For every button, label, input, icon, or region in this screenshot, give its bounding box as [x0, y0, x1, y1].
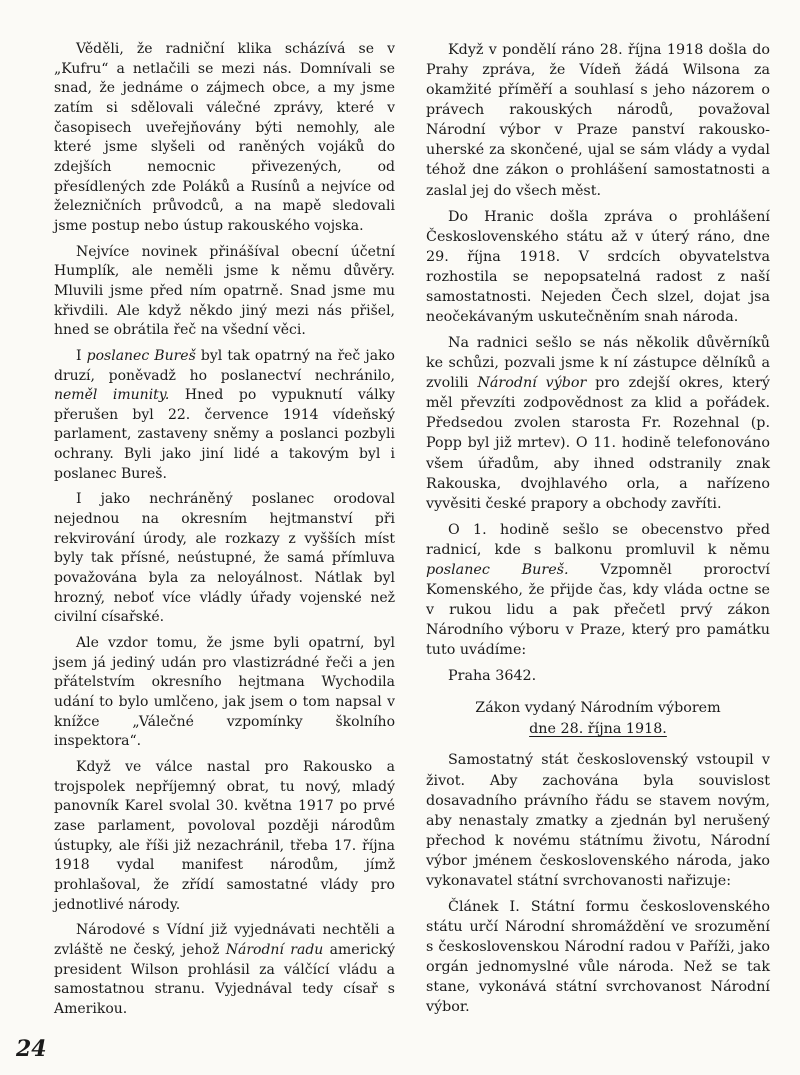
- paragraph: [54, 921, 395, 1019]
- emphasis: Národní radu: [225, 941, 324, 958]
- paragraph: Do Hranic došla zpráva o prohlášení Československého státu až v úterý ráno, dne 29. října 1918. V srdcích obyvatelstva rozhostila se nepopsatelná radost z naší samostatnosti. Nejeden Čech slzel, dojat jsa neočekávaným uskutečněním snah národa.: [426, 208, 770, 326]
- text-run: I: [76, 347, 87, 364]
- paragraph: Samostatný stát československý vstoupil v život. Aby zachována byla souvislost dosavadního právního řádu se stavem novým, aby nenastaly zmatky a zjednán byl nerušený přechod k novému státnímu životu, Národní výbor jménem československého národa, jako vykonavatel státní svrchovanosti nařizuje:: [426, 752, 770, 889]
- text-run: Na radnici sešlo se nás několik důvěrníků ke schůzi, pozvali jsme k ní zástupce dělníků a zvolili: [426, 335, 770, 392]
- text-run: americký president Wilson prohlásil za válčící vládu a samostatnou stranu. Vyjednával tedy císař s Amerikou.: [54, 941, 395, 1017]
- left-column: [54, 40, 395, 1026]
- paragraph: [426, 520, 770, 661]
- text-run: byl tak opatrný na řeč jako druzí, poněvadž ho poslanectví nechránilo,: [54, 347, 395, 384]
- text-run: pro zdejší okres, který měl převzíti zodpovědnost za klid a pořádek. Předsedou zvolen starosta Fr. Rozehnal (p. Popp byl již mrtev). O 11. hodině telefonováno všem úřadům, aby ihned odstranily znak Rakouska, dvojhlavého orla, a nařízeno vyvěsiti české prapory a obchody zavříti.: [426, 375, 770, 512]
- text-run: Vzpomněl proroctví Komenského, že přijde čas, kdy vláda octne se v rukou lidu a pak přečetl prvý zákon Národního výboru v Praze, který pro památku tuto uvádíme:: [426, 561, 770, 659]
- text-run: Národové s Vídní již vyjednávati nechtěli a zvláště ne český, jehož: [54, 922, 395, 958]
- emphasis: neměl imunity.: [54, 387, 170, 404]
- text-run: Hned po vypuknutí války přerušen byl 22. července 1914 vídeňský parlament, zastaveny sněmy a poslanci pozbyli ochrany. Byli jako jiní lidé a takovým byl i poslanec Bureš.: [54, 387, 395, 482]
- paragraph: [426, 333, 770, 514]
- law-title-date: dne 28. října 1918.: [529, 721, 667, 738]
- emphasis: poslanec Bureš.: [426, 561, 569, 578]
- paragraph: Ale vzdor tomu, že jsme byli opatrní, byl jsem já jediný udán pro vlastizrádné řeči a jen přátelstvím okresního hejtmana Wychodila udání to bylo umlčeno, jak jsem o tom napsal v knížce „Válečné vzpomínky školního inspektora“.: [54, 635, 395, 750]
- right-column: [426, 40, 770, 1023]
- law-title: [426, 698, 770, 740]
- emphasis: Národní výbor: [477, 375, 587, 392]
- paragraph: Nejvíce novinek přinášíval obecní účetní Humplík, ale neměli jsme k němu důvěry. Mluvili jsme před ním opatrně. Snad jsme mu křivdili. Ale když někdo jiný mezi nás přišel, hned se obrátila řeč na všední věci.: [54, 243, 395, 339]
- law-title-line: Zákon vydaný Národním výborem: [475, 700, 721, 717]
- paragraph: Když ve válce nastal pro Rakousko a trojspolek nepříjemný obrat, tu nový, mladý panovník Karel svolal 30. května 1917 po prvé zase parlament, povoloval později národům ústupky, ale říši již nezachránil, třeba 17. října 1918 vydal manifest národům, jímž prohlašoval, že zřídí samostatné vlády pro jednotlivé národy.: [54, 758, 395, 913]
- paragraph: Když v pondělí ráno 28. října 1918 došla do Prahy zpráva, že Vídeň žádá Wilsona za okamžité příměří a souhlasí s jeho názorem o právech rakouských národů, považoval Národní výbor v Praze panství rakousko-uherské za skončené, ujal se sám vlády a vydal téhož dne zákon o prohlášení samostatnosti a zaslal jej do všech měst.: [426, 42, 770, 199]
- paragraph: [54, 347, 395, 485]
- paragraph: I jako nechráněný poslanec orodoval nejednou na okresním hejtmanství při rekvirování úrody, ale rozkazy z vyšších míst byly tak přísné, neústupné, že samá přímluva považována byla za neloyálnost. Nátlak byl hrozný, neboť více vládly úřady vojenské než civilní císařské.: [54, 491, 395, 626]
- text-run: O 1. hodině sešlo se obecenstvo před radnicí, kde s balkonu promluvil k němu: [426, 521, 770, 558]
- document-reference: Praha 3642.: [448, 668, 537, 685]
- page-number: 24: [16, 1036, 47, 1062]
- paragraph: Věděli, že radniční klika scházívá se v „Kufru“ a netlačili se mezi nás. Domnívali se snad, že jednáme o zájmech obce, a my jsme zatím si sdělovali válečné zprávy, které v časopisech uveřejňovány býti nemohly, ale které jsme slyšeli od raněných vojáků do zdejších nemocnic přivezených, od přesídlených zde Poláků a Rusínů a nejvíce od železničních průvodců, a na mapě sledovali jsme postup nebo ústup rakouského vojska.: [54, 41, 395, 234]
- paragraph: Článek I. Státní formu československého státu určí Národní shromáždění ve srozumění s československou Národní radou v Paříži, jako orgán jednomyslné vůle národa. Než se tak stane, vykonává státní svrchovanost Národní výbor.: [426, 898, 770, 1016]
- emphasis: poslanec Bureš: [86, 347, 196, 364]
